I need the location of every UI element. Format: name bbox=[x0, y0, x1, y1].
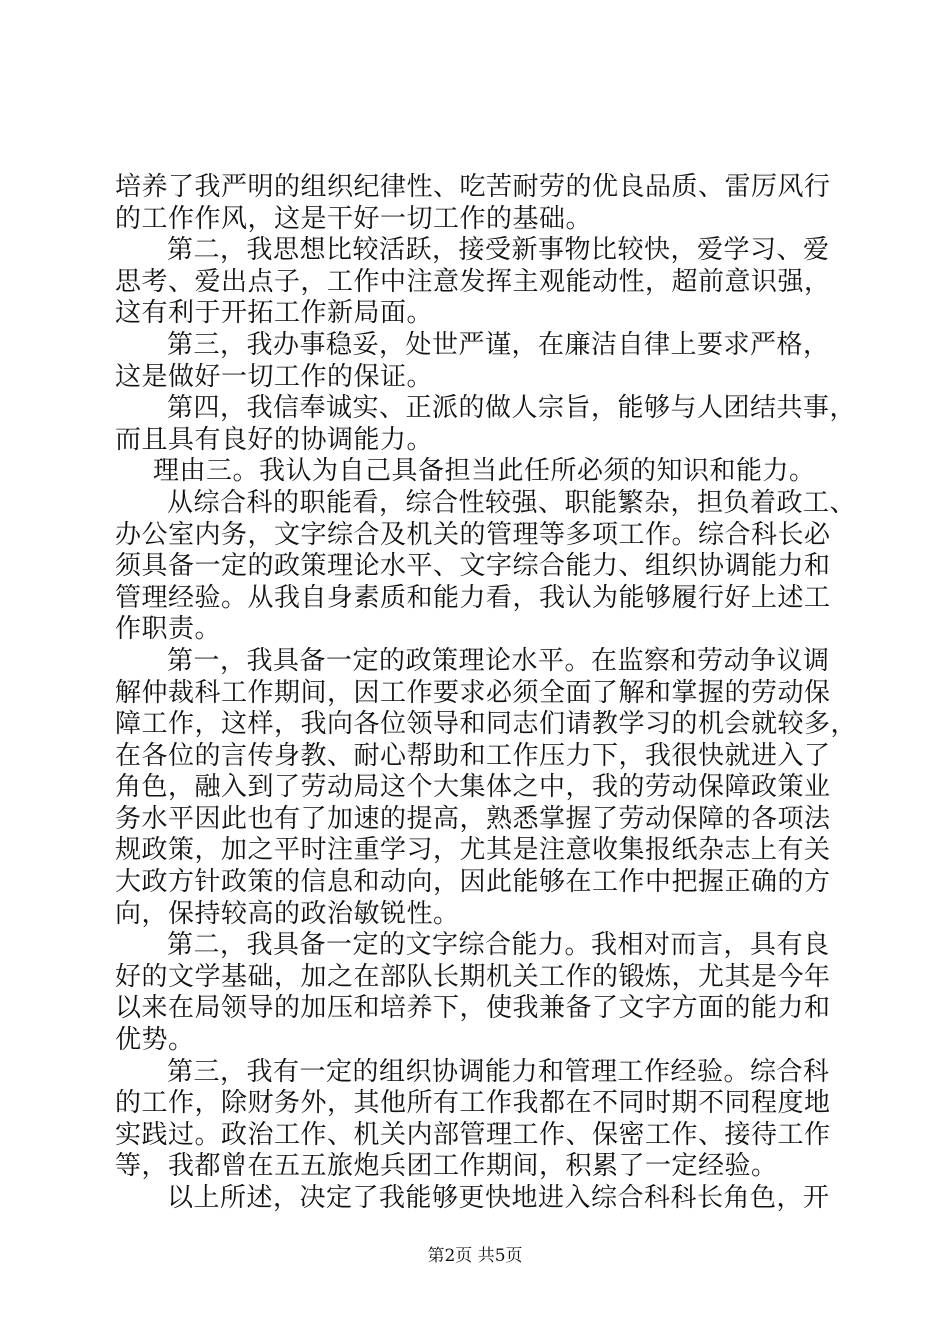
text-line: 角色，融入到了劳动局这个大集体之中，我的劳动保障政策业 bbox=[115, 772, 831, 803]
text-line: 的工作，除财务外，其他所有工作我都在不同时期不同程度地 bbox=[115, 1088, 831, 1119]
text-line: 向，保持较高的政治敏锐性。 bbox=[115, 898, 460, 929]
text-line: 这是做好一切工作的保证。 bbox=[115, 361, 434, 392]
text-line: 理由三。我认为自己具备担当此任所必须的知识和能力。 bbox=[153, 456, 816, 487]
text-line: 第三，我有一定的组织协调能力和管理工作经验。综合科 bbox=[167, 1056, 830, 1087]
text-line: 而且具有良好的协调能力。 bbox=[115, 424, 434, 455]
text-line: 管理经验。从我自身素质和能力看，我认为能够履行好上述工 bbox=[115, 582, 831, 613]
text-line: 办公室内务，文字综合及机关的管理等多项工作。综合科长必 bbox=[115, 519, 831, 550]
text-line: 障工作，这样，我向各位领导和同志们请教学习的机会就较多， bbox=[115, 709, 858, 740]
text-line: 大政方针政策的信息和动向，因此能够在工作中把握正确的方 bbox=[115, 867, 831, 898]
text-line: 这有利于开拓工作新局面。 bbox=[115, 298, 434, 329]
text-line: 规政策，加之平时注重学习，尤其是注意收集报纸杂志上有关 bbox=[115, 835, 831, 866]
text-line: 须具备一定的政策理论水平、文字综合能力、组织协调能力和 bbox=[115, 551, 831, 582]
text-line: 作职责。 bbox=[115, 614, 222, 645]
page-number: 第2页 共5页 bbox=[427, 1246, 523, 1266]
text-line: 第二，我具备一定的文字综合能力。我相对而言，具有良 bbox=[167, 930, 830, 961]
text-line: 以来在局领导的加压和培养下，使我兼备了文字方面的能力和 bbox=[115, 993, 831, 1024]
text-line: 第四，我信奉诚实、正派的做人宗旨，能够与人团结共事， bbox=[167, 393, 857, 424]
text-line: 实践过。政治工作、机关内部管理工作、保密工作、接待工作 bbox=[115, 1119, 831, 1150]
text-line: 优势。 bbox=[115, 1025, 195, 1056]
text-line: 第二，我思想比较活跃，接受新事物比较快，爱学习、爱 bbox=[167, 235, 830, 266]
text-line: 第一，我具备一定的政策理论水平。在监察和劳动争议调 bbox=[167, 645, 830, 676]
text-line: 解仲裁科工作期间，因工作要求必须全面了解和掌握的劳动保 bbox=[115, 677, 831, 708]
text-line: 好的文学基础，加之在部队长期机关工作的锻炼，尤其是今年 bbox=[115, 961, 831, 992]
text-line: 务水平因此也有了加速的提高，熟悉掌握了劳动保障的各项法 bbox=[115, 803, 831, 834]
text-line: 等，我都曾在五五旅炮兵团工作期间，积累了一定经验。 bbox=[115, 1151, 778, 1182]
text-line: 培养了我严明的组织纪律性、吃苦耐劳的优良品质、雷厉风行 bbox=[115, 172, 831, 202]
text-line: 从综合科的职能看，综合性较强、职能繁杂，担负着政工、 bbox=[167, 487, 857, 518]
text-line: 以上所述，决定了我能够更快地进入综合科科长角色，开 bbox=[167, 1183, 830, 1213]
text-line: 第三，我办事稳妥，处世严谨，在廉洁自律上要求严格， bbox=[167, 329, 830, 360]
text-line: 在各位的言传身教、耐心帮助和工作压力下，我很快就进入了 bbox=[115, 740, 831, 771]
text-line: 的工作作风，这是干好一切工作的基础。 bbox=[115, 203, 593, 234]
document-body bbox=[115, 172, 858, 1215]
text-line: 思考、爱出点子，工作中注意发挥主观能动性，超前意识强， bbox=[115, 266, 831, 297]
